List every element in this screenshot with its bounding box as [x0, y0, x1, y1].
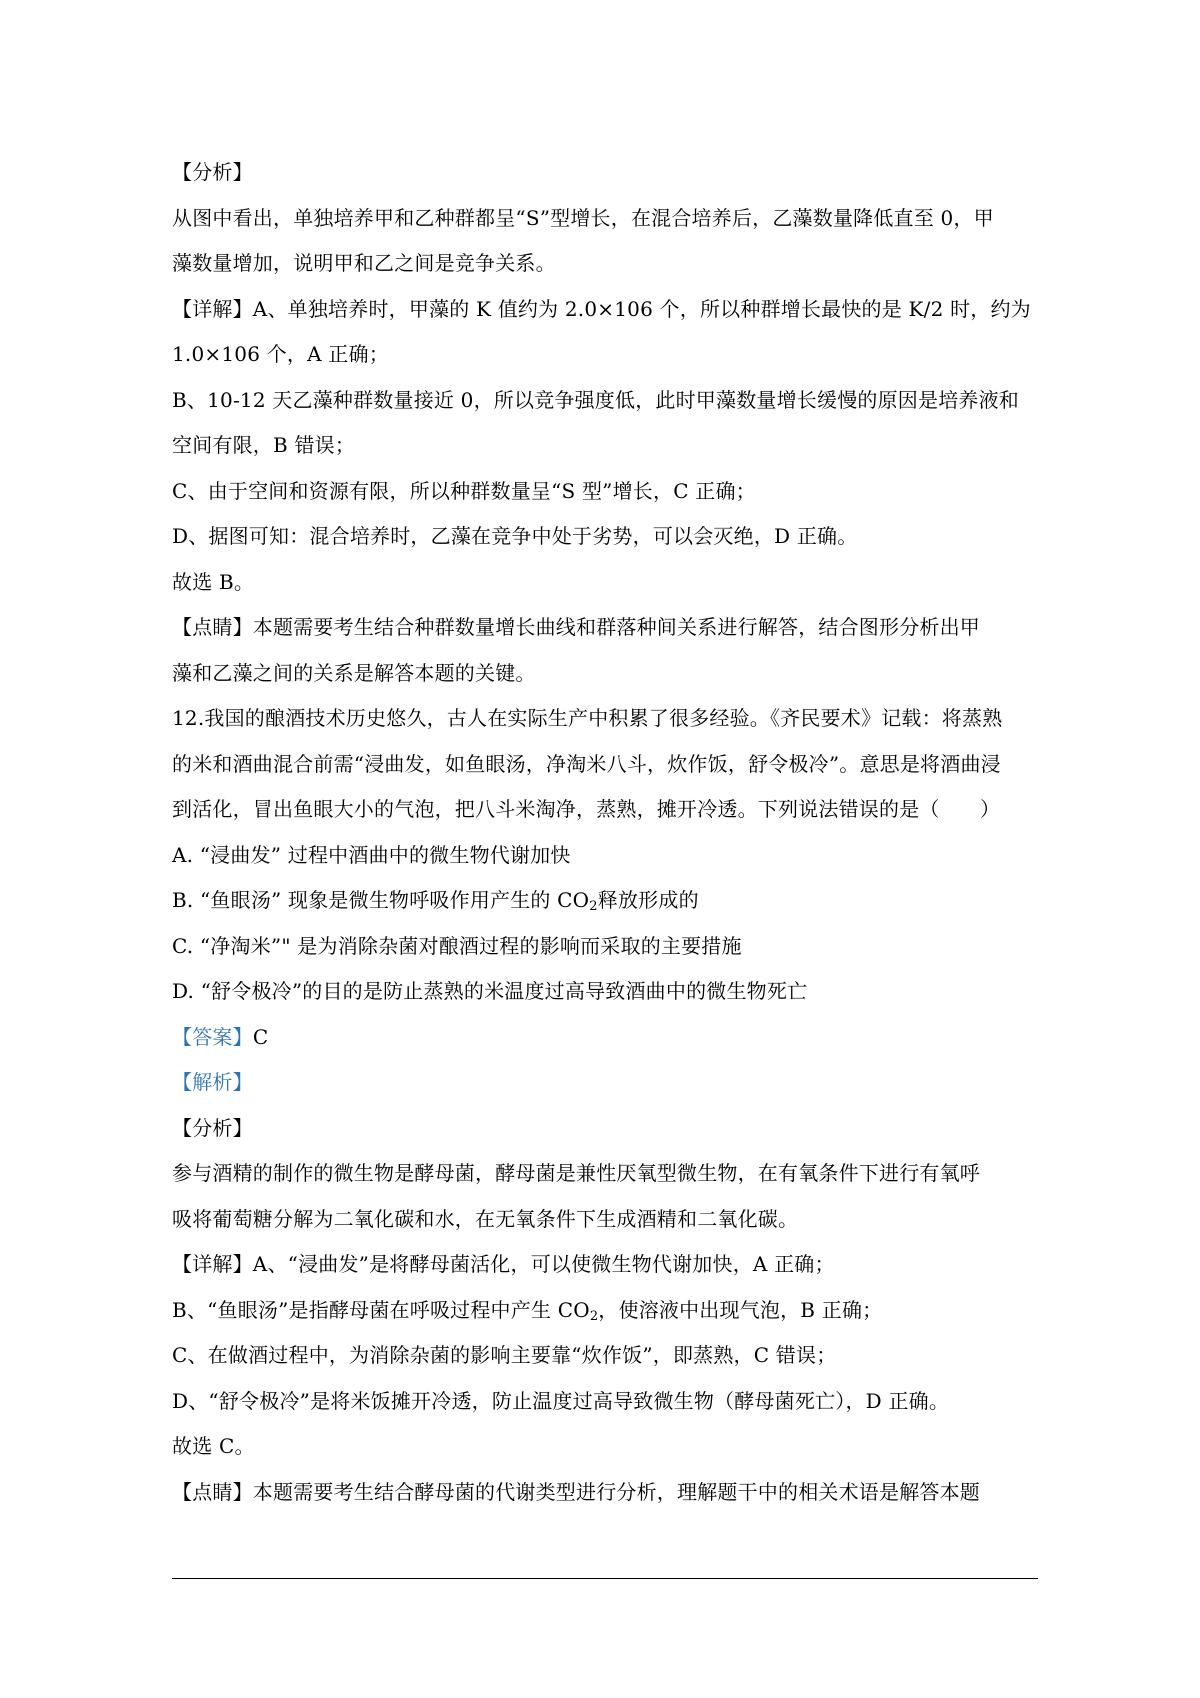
text-line — [172, 605, 1038, 651]
line-text: 【分析】 — [172, 1115, 253, 1140]
line-text: C、由于空间和资源有限，所以种群数量呈“S 型”增长，C 正确； — [172, 478, 756, 503]
line-text: B. “鱼眼汤” 现象是微生物呼吸作用产生的 CO — [172, 888, 590, 912]
text-line — [172, 924, 1038, 970]
line-text: 藻数量增加，说明甲和乙之间是竞争关系。 — [172, 251, 556, 275]
text-line — [172, 150, 1038, 196]
text-line — [172, 651, 1038, 697]
text-line — [172, 1106, 1038, 1152]
line-text: 12.我国的酿酒技术历史悠久，古人在实际生产中积累了很多经验。《齐民要术》记载：将蒸熟 — [172, 706, 1003, 730]
text-line — [172, 423, 1038, 469]
text-line — [172, 1242, 1038, 1288]
line-text: 吸将葡萄糖分解为二氧化碳和水，在无氧条件下生成酒精和二氧化碳。 — [172, 1206, 799, 1231]
text-line — [172, 1288, 1038, 1334]
line-text: 空间有限，B 错误； — [172, 433, 356, 457]
text-line — [172, 787, 1038, 833]
line-text: C. “净淘米”" 是为消除杂菌对酿酒过程的影响而采取的主要措施 — [172, 933, 742, 958]
text-line — [172, 742, 1038, 788]
text-line — [172, 287, 1038, 333]
subscript: 2 — [589, 1308, 599, 1324]
line-text: 的米和酒曲混合前需“浸曲发，如鱼眼汤，净淘米八斗，炊作饭，舒令极冷”。意思是将酒曲浸 — [172, 751, 1001, 776]
text-line — [172, 1379, 1038, 1425]
text-line — [172, 1015, 1038, 1061]
line-text: 【解析】 — [172, 1070, 253, 1094]
text-line — [172, 878, 1038, 924]
line-text: 【点睛】本题需要考生结合种群数量增长曲线和群落种间关系进行解答，结合图形分析出甲 — [172, 615, 980, 639]
line-text: D. “舒令极冷”的目的是防止蒸熟的米温度过高导致酒曲中的微生物死亡 — [172, 979, 808, 1003]
line-text: 故选 B。 — [172, 569, 255, 594]
text-line — [172, 696, 1038, 742]
line-text: 【详解】A、“浸曲发”是将酵母菌活化，可以使微生物代谢加快，A 正确； — [172, 1252, 835, 1276]
line-text: D、据图可知：混合培养时，乙藻在竞争中处于劣势，可以会灭绝，D 正确。 — [172, 524, 858, 548]
footer-divider — [172, 1578, 1038, 1579]
line-text: 故选 C。 — [172, 1434, 255, 1458]
line-text: C、在做酒过程中，为消除杂菌的影响主要靠“炊作饭”，即蒸熟，C 错误； — [172, 1343, 837, 1367]
text-line — [172, 514, 1038, 560]
text-line — [172, 1197, 1038, 1243]
text-line — [172, 1333, 1038, 1379]
line-text: 藻和乙藻之间的关系是解答本题的关键。 — [172, 660, 536, 685]
line-text: B、10-12 天乙藻种群数量接近 0，所以竞争强度低，此时甲藻数量增长缓慢的原因是培养液和 — [172, 387, 1019, 412]
text-line — [172, 1151, 1038, 1197]
subscript: 2 — [589, 899, 598, 914]
line-text: 【分析】 — [172, 160, 253, 184]
line-text: 参与酒精的制作的微生物是酵母菌，酵母菌是兼性厌氧型微生物，在有氧条件下进行有氧呼 — [172, 1161, 980, 1185]
line-text-continuation: 释放形成的 — [597, 888, 699, 912]
text-line — [172, 1060, 1038, 1106]
text-line — [172, 196, 1038, 242]
line-text: A. “浸曲发” 过程中酒曲中的微生物代谢加快 — [172, 842, 571, 867]
text-line — [172, 332, 1038, 378]
text-line — [172, 560, 1038, 606]
line-text: 【答案】 — [172, 1024, 253, 1049]
line-text-continuation: C — [252, 1024, 269, 1049]
text-line — [172, 833, 1038, 879]
line-text: 【详解】A、单独培养时，甲藻的 K 值约为 2.0×106 个，所以种群增长最快的是 K/2 时，约为 — [172, 296, 1031, 321]
text-line — [172, 969, 1038, 1015]
line-text: 1.0×106 个，A 正确； — [172, 342, 389, 366]
line-text: B、“鱼眼汤”是指酵母菌在呼吸过程中产生 CO — [172, 1297, 590, 1322]
line-text: 【点睛】本题需要考生结合酵母菌的代谢类型进行分析，理解题干中的相关术语是解答本题 — [172, 1479, 980, 1504]
line-text-continuation: ，使溶液中出现气泡，B 正确； — [598, 1297, 883, 1322]
text-line — [172, 241, 1038, 287]
text-line — [172, 1424, 1038, 1470]
line-text: 到活化，冒出鱼眼大小的气泡，把八斗米淘净，蒸熟，摊开冷透。下列说法错误的是（ ） — [172, 797, 1001, 821]
document-body — [172, 150, 1038, 1515]
line-text: D、“舒令极冷”是将米饭摊开冷透，防止温度过高导致微生物（酵母菌死亡），D 正确。 — [172, 1388, 950, 1413]
text-line — [172, 469, 1038, 515]
text-line — [172, 378, 1038, 424]
line-text: 从图中看出，单独培养甲和乙种群都呈“S”型增长，在混合培养后，乙藻数量降低直至 0，甲 — [172, 205, 994, 230]
text-line — [172, 1470, 1038, 1516]
